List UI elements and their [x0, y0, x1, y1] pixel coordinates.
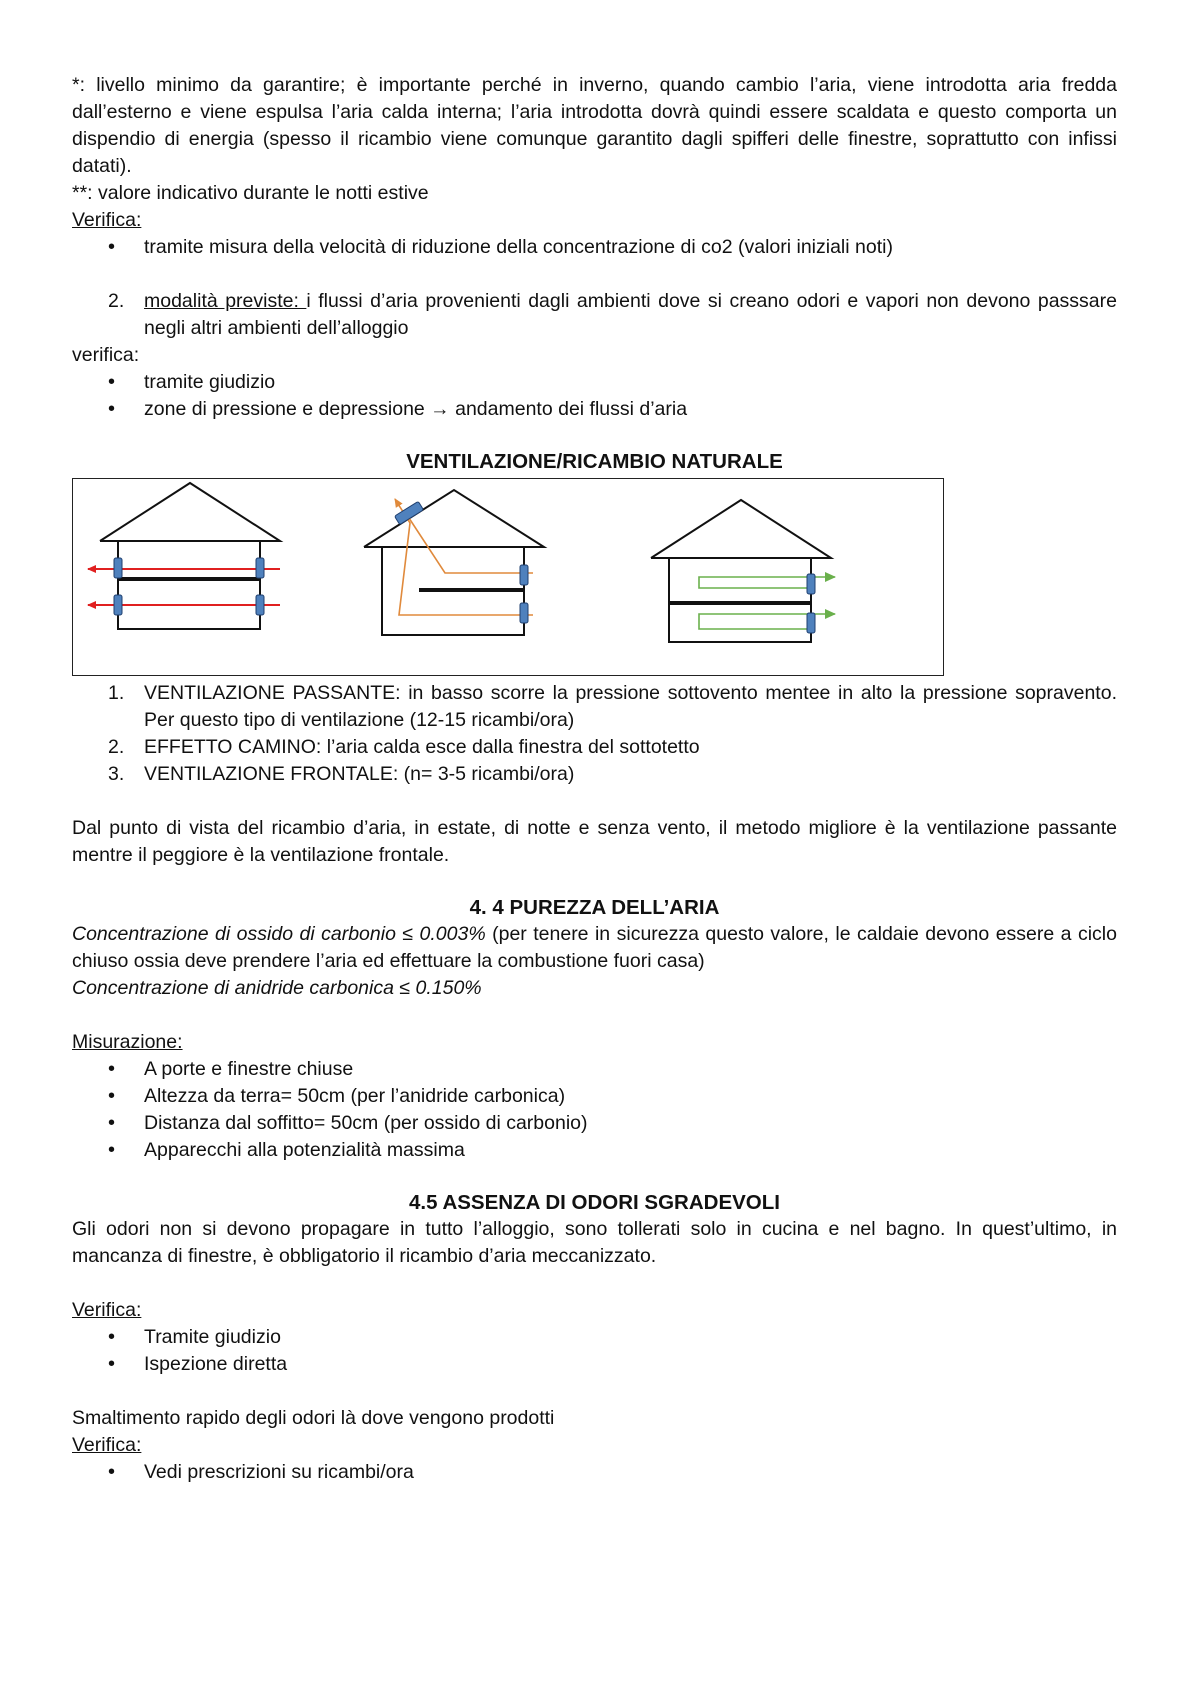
smaltimento-paragraph: Smaltimento rapido degli odori là dove vengono prodotti [72, 1407, 555, 1429]
ventilation-diagram [73, 479, 945, 677]
verifica-label: Verifica: [72, 209, 142, 231]
verifica-label-3: Verifica: [72, 1299, 142, 1321]
co-rest: (per tenere in sicurezza questo valore, le caldaie devono essere a ciclo chiuso ossia deve prendere l’aria ed effettuare la combustione fuori casa) [72, 923, 1117, 972]
list-number: 2. [108, 736, 125, 758]
list-item [72, 680, 1117, 734]
list-number: 1. [108, 682, 125, 704]
ventilazione-summary: Dal punto di vista del ricambio d’aria, in estate, di notte e senza vento, il metodo migliore è la ventilazione passante mentre il peggiore è la ventilazione frontale. [72, 817, 1117, 866]
list-item: • Distanza dal soffitto= 50cm (per ossido di carbonio) [72, 1110, 1117, 1137]
modalita-text: i flussi d’aria provenienti dagli ambienti dove si creano odori e vapori non devono passsare negli altri ambienti dell’alloggio [144, 290, 1117, 339]
verifica-list [72, 234, 1117, 261]
list-item: • Tramite giudizio [72, 1324, 1117, 1351]
footnote-1: *: livello minimo da garantire; è importante perché in inverno, quando cambio l’aria, viene introdotta aria fredda dall’esterno e viene espulsa l’aria calda interna; l’aria introdotta dovrà quindi essere scaldata e questo comporta un dispendio di energia (spesso il ricambio viene comunque garantito dagli spifferi delle finestre, soprattutto con infissi datati). [72, 74, 1117, 177]
list-number: 3. [108, 763, 125, 785]
list-item: • tramite giudizio [72, 369, 1117, 396]
purezza-heading: 4. 4 PUREZZA DELL’ARIA [469, 896, 720, 919]
list-item: • Vedi prescrizioni su ricambi/ora [72, 1459, 1117, 1486]
list-text: VENTILAZIONE FRONTALE: (n= 3-5 ricambi/ora) [144, 763, 575, 785]
modalita-label: modalità previste: [144, 290, 307, 312]
co-italic: Concentrazione di ossido di carbonio ≤ 0.003% [72, 923, 486, 945]
list-item: • tramite misura della velocità di riduzione della concentrazione di co2 (valori iniziali noti) [72, 234, 1117, 261]
odori-heading: 4.5 ASSENZA DI ODORI SGRADEVOLI [409, 1191, 780, 1214]
verifica-list-3 [72, 1324, 1117, 1378]
odori-paragraph: Gli odori non si devono propagare in tutto l’alloggio, sono tollerati solo in cucina e nel bagno. In quest’ultimo, in mancanza di finestre, è obbligatorio il ricambio d’aria meccanizzato. [72, 1218, 1117, 1267]
list-item: • Altezza da terra= 50cm (per l’anidride carbonica) [72, 1083, 1117, 1110]
verifica-list-2 [72, 369, 1117, 423]
house-camino [364, 490, 544, 635]
ventilation-diagram-box [72, 478, 944, 676]
list-item [72, 734, 1117, 761]
list-text: EFFETTO CAMINO: l’aria calda esce dalla finestra del sottotetto [144, 736, 700, 758]
misurazione-label: Misurazione: [72, 1031, 183, 1053]
ventilazione-heading: VENTILAZIONE/RICAMBIO NATURALE [406, 450, 783, 473]
list-item: • Apparecchi alla potenzialità massima [72, 1137, 1117, 1164]
document-page [72, 72, 1117, 1486]
list-item: • Ispezione diretta [72, 1351, 1117, 1378]
list-item [72, 288, 1117, 342]
house-passante [88, 483, 280, 629]
ventilazione-list [72, 680, 1117, 788]
modalita-list [72, 288, 1117, 342]
co2-paragraph: Concentrazione di anidride carbonica ≤ 0.150% [72, 977, 482, 999]
ventilation-figure [72, 478, 1117, 676]
list-text: VENTILAZIONE PASSANTE: in basso scorre la pressione sottovento mentee in alto la pressione sopravento. Per questo tipo di ventilazione (12-15 ricambi/ora) [144, 682, 1117, 731]
house-frontale [651, 500, 835, 642]
list-number: 2. [108, 290, 125, 312]
list-item [72, 761, 1117, 788]
verifica-label-2: verifica: [72, 344, 140, 366]
list-item: • A porte e finestre chiuse [72, 1056, 1117, 1083]
footnote-2: **: valore indicativo durante le notti estive [72, 182, 429, 204]
verifica-list-4 [72, 1459, 1117, 1486]
misurazione-list [72, 1056, 1117, 1164]
co-paragraph [72, 921, 1117, 975]
list-item: • zone di pressione e depressione → andamento dei flussi d’aria [72, 396, 1117, 423]
verifica-label-4: Verifica: [72, 1434, 142, 1456]
